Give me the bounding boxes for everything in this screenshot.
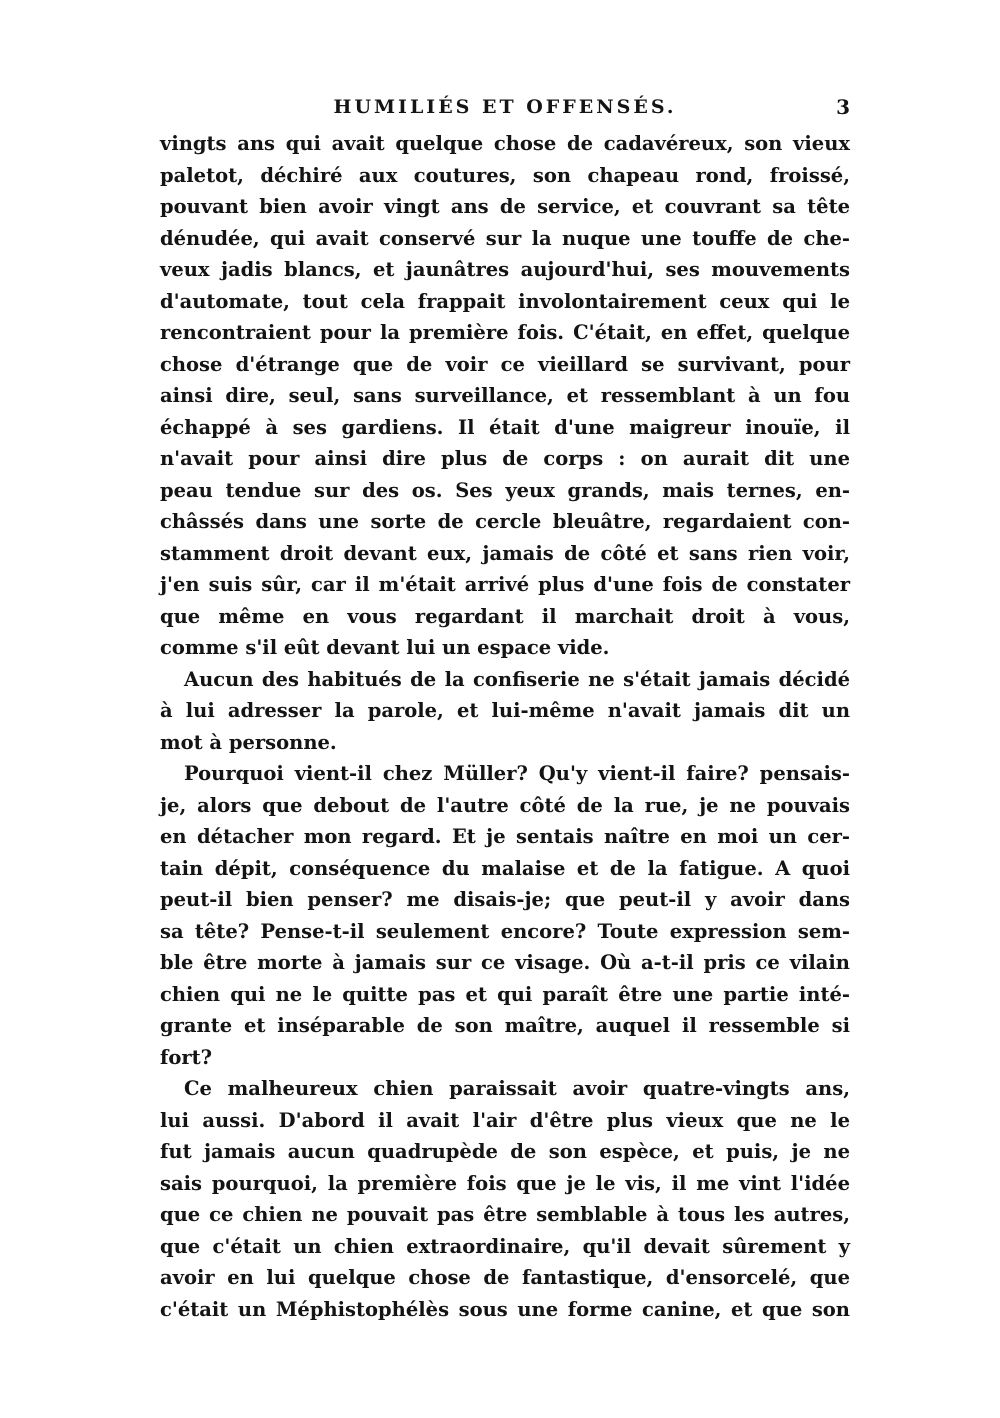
paragraph [160, 758, 850, 1073]
text-line: chose d'étrange que de voir ce vieillard se survivant, pour [160, 352, 850, 376]
text-line: sais pourquoi, la première fois que je le vis, il me vint l'idée [160, 1171, 850, 1195]
text-line: stamment droit devant eux, jamais de côté et sans rien voir, [160, 541, 850, 565]
text-line: pouvant bien avoir vingt ans de service, et couvrant sa tête [160, 195, 850, 218]
running-title: HUMILIÉS ET OFFENSÉS. [333, 96, 677, 118]
text-line: que ce chien ne pouvait pas être semblable à tous les autres, [160, 1203, 850, 1226]
text-line: grante et inséparable de son maître, auquel il ressemble si [160, 1014, 850, 1037]
text-line: vingts ans qui avait quelque chose de cadavéreux, son vieux [160, 132, 850, 155]
text-line: paletot, déchiré aux coutures, son chapeau rond, froissé, [160, 163, 850, 187]
text-line: n'avait pour ainsi dire plus de corps : on aurait dit une [160, 447, 850, 470]
text-line: je, alors que debout de l'autre côté de la rue, je ne pouvais [160, 793, 850, 817]
text-line: comme s'il eût devant lui un espace vide. [160, 636, 610, 659]
text-line: sa tête? Pense-t-il seulement encore? Toute expression sem- [160, 919, 850, 943]
text-line: d'automate, tout cela frappait involontairement ceux qui le [160, 289, 850, 313]
page-number: 3 [836, 95, 850, 119]
text-line: à lui adresser la parole, et lui-même n'avait jamais dit un [160, 699, 850, 722]
body-text [160, 128, 850, 1325]
text-line: dénudée, qui avait conservé sur la nuque une touffe de che- [160, 226, 850, 250]
text-line: chien qui ne le quitte pas et qui paraît être une partie inté- [160, 982, 850, 1006]
text-line: peut-il bien penser? me disais-je; que peut-il y avoir dans [160, 888, 850, 911]
text-line: rencontraient pour la première fois. C'était, en effet, quelque [160, 321, 850, 344]
text-line: fort? [160, 1045, 213, 1069]
text-line: châssés dans une sorte de cercle bleuâtre, regardaient con- [160, 510, 850, 533]
text-line: tain dépit, conséquence du malaise et de la fatigue. A quoi [160, 856, 850, 880]
text-line: veux jadis blancs, et jaunâtres aujourd'hui, ses mouvements [160, 258, 850, 281]
text-line: Ce malheureux chien paraissait avoir quatre-vingts ans, [184, 1077, 850, 1100]
text-line: échappé à ses gardiens. Il était d'une maigreur inouïe, il [160, 415, 850, 439]
text-line: peau tendue sur des os. Ses yeux grands, mais ternes, en- [160, 478, 850, 502]
text-line: avoir en lui quelque chose de fantastique, d'ensorcelé, que [160, 1266, 850, 1289]
paragraph [160, 128, 850, 664]
text-line: que même en vous regardant il marchait droit à vous, [160, 604, 850, 628]
text-line: c'était un Méphistophélès sous une forme canine, et que son [160, 1297, 850, 1321]
text-line: Aucun des habitués de la confiserie ne s'était jamais décidé [184, 667, 850, 691]
text-line: en détacher mon regard. Et je sentais naître en moi un cer- [160, 825, 850, 848]
text-line: ble être morte à jamais sur ce visage. Où a-t-il pris ce vilain [160, 951, 850, 974]
paragraph [160, 664, 850, 759]
paragraph [160, 1073, 850, 1325]
text-line: ainsi dire, seul, sans surveillance, et ressemblant à un fou [160, 384, 850, 407]
text-line: fut jamais aucun quadrupède de son espèce, et puis, je ne [160, 1140, 850, 1163]
text-line: Pourquoi vient-il chez Müller? Qu'y vient-il faire? pensais- [184, 762, 850, 785]
text-line: j'en suis sûr, car il m'était arrivé plus d'une fois de constater [160, 573, 850, 596]
text-line: que c'était un chien extraordinaire, qu'il devait sûrement y [160, 1234, 850, 1258]
text-line: mot à personne. [160, 730, 337, 754]
running-head [160, 92, 850, 122]
text-line: lui aussi. D'abord il avait l'air d'être plus vieux que ne le [160, 1108, 850, 1132]
